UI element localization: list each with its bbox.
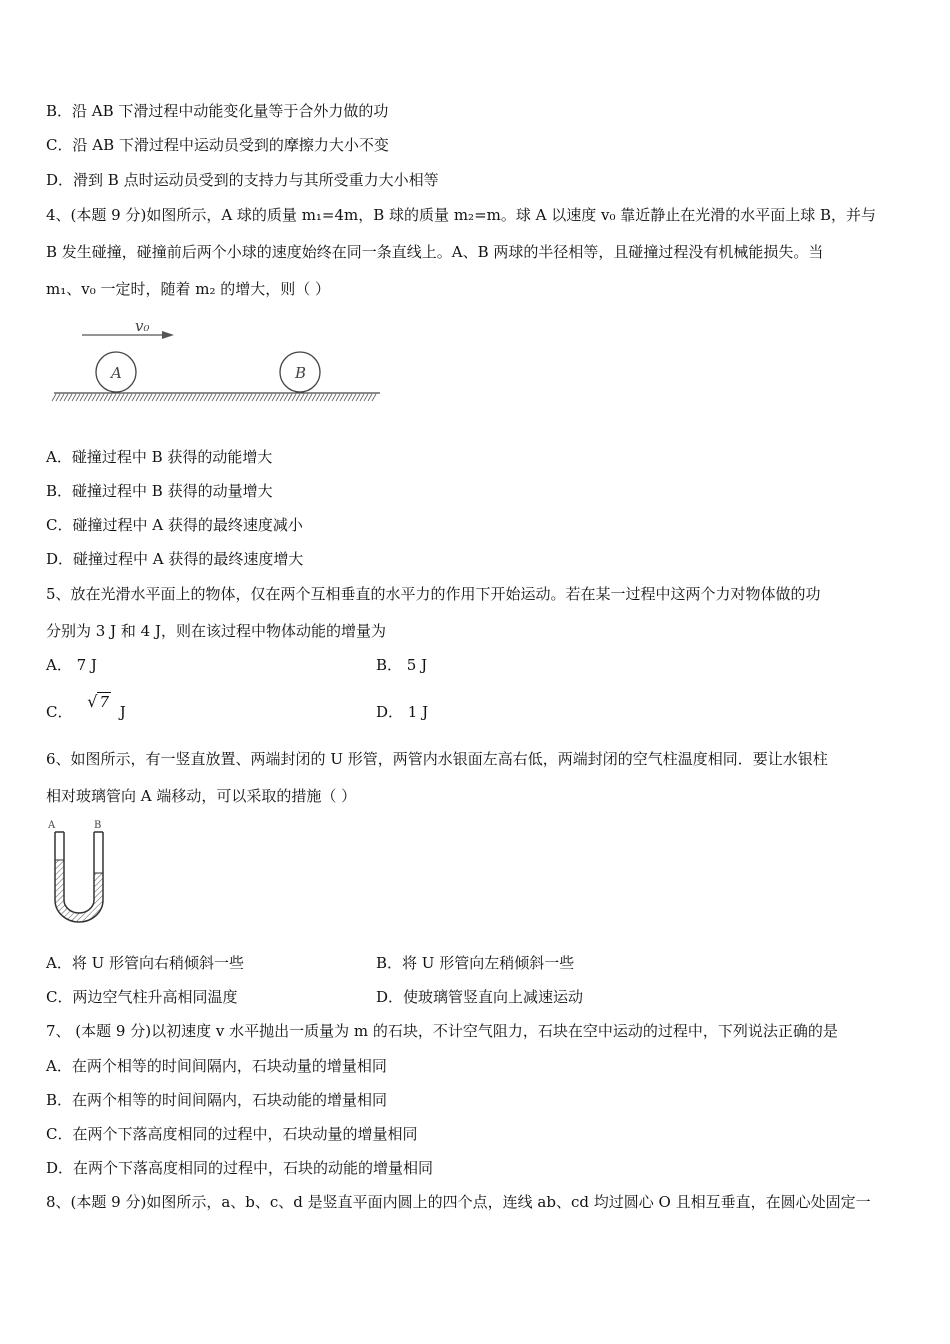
- q3-option-c: C．沿 AB 下滑过程中运动员受到的摩擦力大小不变: [46, 136, 389, 154]
- sqrt-expression: √ 7: [87, 692, 110, 711]
- velocity-label: v₀: [135, 317, 150, 335]
- q7-stem-line1: 7、 (本题 9 分)以初速度 v 水平抛出一质量为 m 的石块，不计空气阻力，石块在空中运动的过程中，下列说法正确的是: [46, 1022, 838, 1040]
- q4-option-c: C．碰撞过程中 A 获得的最终速度减小: [46, 516, 303, 534]
- q4-collision-figure: [50, 313, 385, 408]
- q4-stem-line3: m₁、v₀ 一定时，随着 m₂ 的增大，则（ ）: [46, 280, 331, 298]
- q7-option-a: A．在两个相等的时间间隔内，石块动量的增量相同: [46, 1057, 387, 1075]
- q5-option-a: A． 7 J: [46, 656, 97, 674]
- sqrt-radicand: 7: [99, 693, 110, 711]
- q5-option-d: D． 1 J: [376, 703, 429, 721]
- q5-stem-line1: 5、放在光滑水平面上的物体，仅在两个互相垂直的水平力的作用下开始运动。若在某一过程中这两个力对物体做的功: [46, 585, 821, 603]
- q7-option-b: B．在两个相等的时间间隔内，石块动能的增量相同: [46, 1091, 388, 1109]
- tube-inner-wall: [64, 832, 94, 913]
- q5-stem-line2: 分别为 3 J 和 4 J，则在该过程中物体动能的增量为: [46, 622, 386, 640]
- q4-option-a: A．碰撞过程中 B 获得的动能增大: [46, 448, 273, 466]
- q5-option-c-unit: J: [119, 703, 126, 721]
- q6-u-tube-figure: [44, 818, 116, 924]
- q4-option-d: D．碰撞过程中 A 获得的最终速度增大: [46, 550, 304, 568]
- q4-stem-line2: B 发生碰撞，碰撞前后两个小球的速度始终在同一条直线上。A、B 两球的半径相等，且碰撞过程没有机械能损失。当: [46, 243, 824, 261]
- q5-option-b: B． 5 J: [376, 656, 428, 674]
- q5-option-c-label: C．: [46, 703, 73, 721]
- q3-option-d: D．滑到 B 点时运动员受到的支持力与其所受重力大小相等: [46, 171, 439, 189]
- q6-option-b: B．将 U 形管向左稍倾斜一些: [376, 954, 575, 972]
- ground-hatching: [52, 394, 376, 401]
- ball-b-label: B: [295, 364, 307, 382]
- end-a-label: A: [48, 820, 56, 831]
- q8-stem-line1: 8、(本题 9 分)如图所示，a、b、c、d 是竖直平面内圆上的四个点，连线 ab、cd 均过圆心 O 且相互垂直，在圆心处固定一: [46, 1193, 871, 1211]
- end-b-label: B: [94, 820, 102, 831]
- q6-stem-line1: 6、如图所示，有一竖直放置、两端封闭的 U 形管，两管内水银面左高右低，两端封闭的空气柱温度相同．要让水银柱: [46, 750, 828, 768]
- q7-option-d: D．在两个下落高度相同的过程中，石块的动能的增量相同: [46, 1159, 434, 1177]
- q4-stem-line1: 4、(本题 9 分)如图所示，A 球的质量 m₁=4m，B 球的质量 m₂=m。球 A 以速度 v₀ 靠近静止在光滑的水平面上球 B，并与: [46, 206, 877, 224]
- q6-option-d: D．使玻璃管竖直向上减速运动: [376, 988, 584, 1006]
- q5-option-c: [46, 692, 126, 722]
- q4-option-b: B．碰撞过程中 B 获得的动量增大: [46, 482, 273, 500]
- q3-option-b: B．沿 AB 下滑过程中动能变化量等于合外力做的功: [46, 102, 389, 120]
- q6-option-a: A．将 U 形管向右稍倾斜一些: [46, 954, 245, 972]
- ball-a-label: A: [111, 364, 122, 382]
- q7-option-c: C．在两个下落高度相同的过程中，石块动量的增量相同: [46, 1125, 418, 1143]
- q6-option-c: C．两边空气柱升高相同温度: [46, 988, 238, 1006]
- q6-stem-line2: 相对玻璃管向 A 端移动，可以采取的措施（ ）: [46, 787, 357, 805]
